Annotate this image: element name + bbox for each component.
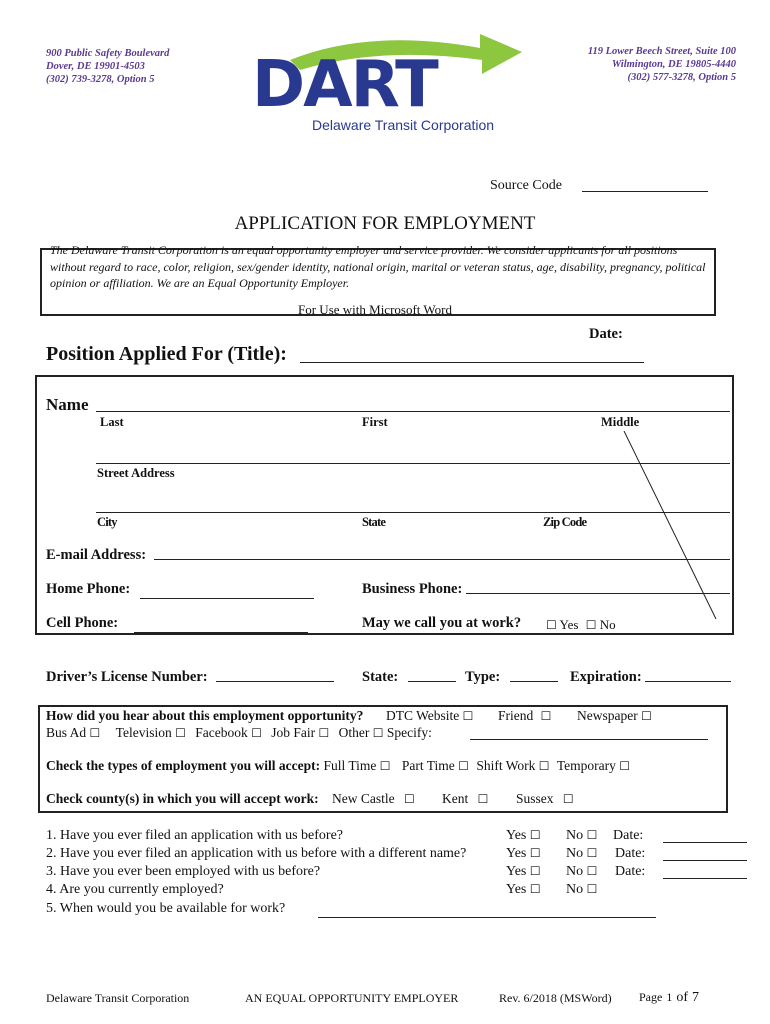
yes-checkbox[interactable]: ☐ — [529, 864, 541, 878]
referral-checkbox[interactable]: ☐ — [540, 709, 552, 723]
employment-checkbox[interactable]: ☐ — [379, 759, 391, 773]
question-number: 2. — [46, 846, 57, 861]
email-field[interactable] — [154, 559, 730, 560]
license-state-field[interactable] — [408, 681, 456, 682]
employment-option-label: Full Time — [323, 758, 377, 773]
yes-label: Yes — [506, 882, 527, 897]
availability-field[interactable] — [318, 917, 656, 918]
street-address-field[interactable] — [96, 463, 730, 464]
address-line: Wilmington, DE 19805-4440 — [611, 59, 736, 70]
home-phone-field[interactable] — [140, 598, 314, 599]
referral-option-dtc[interactable] — [386, 708, 473, 724]
no-label: No — [566, 864, 584, 879]
license-type-label: Type: — [465, 669, 501, 685]
yes-label: Yes — [506, 846, 527, 861]
question-number: 5. — [46, 901, 57, 916]
referral-option-label: Facebook — [195, 725, 248, 740]
footer-of-word: of — [676, 990, 688, 1005]
call-no-label: No — [599, 617, 616, 632]
referral-checkbox[interactable]: ☐ — [318, 726, 330, 740]
question-number: 4. — [46, 882, 57, 897]
question-4 — [46, 882, 224, 898]
call-at-work-label: May we call you at work? — [362, 615, 522, 631]
county-checkbox[interactable]: ☐ — [477, 792, 489, 806]
county-option-label: Sussex — [516, 791, 554, 806]
footer-revision: Rev. 6/2018 (MSWord) — [499, 991, 612, 1005]
q1-no[interactable] — [566, 828, 597, 844]
street-address-label: Street Address — [97, 466, 175, 480]
question-5 — [46, 901, 285, 917]
no-checkbox[interactable]: ☐ — [586, 846, 598, 860]
referral-checkbox[interactable]: ☐ — [641, 709, 652, 723]
referral-option-label: Friend — [498, 708, 534, 723]
business-phone-label: Business Phone: — [362, 581, 463, 597]
referral-option-facebook[interactable] — [195, 725, 262, 740]
question-1 — [46, 828, 343, 844]
referral-option-label: Job Fair — [271, 725, 316, 740]
q3-yes[interactable] — [506, 864, 541, 880]
position-field[interactable] — [300, 362, 644, 363]
employment-types-label: Check the types of employment you will accept: — [46, 758, 321, 773]
county-option-sussex[interactable] — [516, 791, 574, 807]
question-number: 1. — [46, 828, 57, 843]
hidden-word-note-text: For Use with Microsoft Word — [298, 302, 452, 317]
yes-checkbox[interactable]: ☐ — [529, 882, 541, 896]
license-number-field[interactable] — [216, 681, 334, 682]
page-title: APPLICATION FOR EMPLOYMENT — [234, 213, 536, 234]
dart-logo-graphic — [250, 26, 530, 136]
no-label: No — [566, 828, 584, 843]
referral-checkbox[interactable]: ☐ — [372, 726, 384, 740]
q1-date-field[interactable] — [663, 842, 747, 843]
referral-option-label: Newspaper — [577, 708, 638, 723]
county-option-newcastle[interactable] — [332, 791, 415, 807]
referral-checkbox[interactable]: ☐ — [462, 709, 474, 723]
name-label: Name — [46, 395, 89, 414]
question-3 — [46, 864, 320, 880]
referral-checkbox[interactable]: ☐ — [175, 726, 186, 740]
county-option-kent[interactable] — [442, 791, 488, 807]
q1-date-label: Date: — [613, 828, 644, 843]
middle-name-label: Middle — [601, 415, 640, 429]
county-option-label: Kent — [442, 791, 469, 806]
counties-label: Check county(s) in which you will accept work: — [46, 791, 319, 806]
yes-label: Yes — [506, 828, 527, 843]
q2-no[interactable] — [566, 846, 597, 862]
question-text: Are you currently employed? — [59, 882, 224, 897]
footer-page-number — [639, 988, 699, 1006]
referral-checkbox[interactable]: ☐ — [89, 726, 101, 740]
referral-option-friend[interactable] — [498, 708, 551, 724]
employment-option-parttime[interactable] — [402, 758, 469, 773]
referral-row-2 — [46, 725, 432, 741]
no-label: No — [566, 882, 584, 897]
city-label: City — [97, 515, 117, 529]
footer-page-total: 7 — [692, 990, 699, 1005]
license-type-field[interactable] — [510, 681, 558, 682]
city-state-zip-field[interactable] — [96, 512, 730, 513]
yes-checkbox[interactable]: ☐ — [529, 846, 541, 860]
license-expiration-field[interactable] — [645, 681, 731, 682]
no-checkbox[interactable]: ☐ — [586, 864, 598, 878]
business-phone-field[interactable] — [466, 593, 730, 594]
q3-date-field[interactable] — [663, 878, 747, 879]
address-line: (302) 739-3278, Option 5 — [46, 74, 155, 85]
call-yes-label: Yes — [559, 617, 579, 632]
employment-option-label: Part Time — [401, 758, 455, 773]
name-field[interactable] — [96, 411, 730, 412]
counties-row — [46, 791, 319, 807]
license-number-label: Driver’s License Number: — [46, 669, 208, 685]
date-label: Date: — [589, 326, 623, 342]
address-line: Dover, DE 19901-4503 — [46, 61, 145, 72]
yes-label: Yes — [506, 864, 527, 879]
referral-option-other[interactable] — [339, 725, 384, 740]
referral-option-label: Television — [115, 725, 172, 740]
employment-option-temporary[interactable] — [557, 758, 630, 773]
address-line: 119 Lower Beech Street, Suite 100 — [587, 46, 736, 57]
home-phone-label: Home Phone: — [46, 581, 131, 597]
referral-checkbox[interactable]: ☐ — [251, 726, 262, 740]
source-code-label: Source Code — [490, 178, 562, 193]
zip-code-label: Zip Code — [543, 515, 587, 529]
no-checkbox[interactable]: ☐ — [586, 882, 598, 896]
question-text: When would you be available for work? — [59, 901, 286, 916]
q3-no[interactable] — [566, 864, 597, 880]
logo-letters: DART — [252, 48, 437, 122]
question-2 — [46, 846, 466, 862]
hidden-word-note — [298, 302, 452, 321]
question-text: Have you ever filed an application with us before? — [60, 828, 344, 843]
employment-option-label: Temporary — [556, 758, 616, 773]
footer-eoe: AN EQUAL OPPORTUNITY EMPLOYER — [245, 991, 459, 1005]
first-name-label: First — [362, 415, 388, 429]
position-label: Position Applied For (Title): — [46, 343, 287, 365]
q2-yes[interactable] — [506, 846, 541, 862]
employment-option-shiftwork[interactable] — [476, 758, 549, 773]
referral-option-label: DTC Website — [386, 708, 460, 723]
cell-phone-field[interactable] — [134, 632, 308, 633]
referral-option-label: Bus Ad — [46, 725, 87, 740]
q4-no[interactable] — [566, 882, 597, 898]
employment-checkbox[interactable]: ☐ — [619, 759, 631, 773]
license-state-label: State: — [362, 669, 399, 685]
left-address — [46, 47, 169, 86]
eeo-statement: The Delaware Transit Corporation is an equal opportunity employer and service provider. We consider applicants for all positions without regard to race, color, religion, sex/gender identity, national origin, marital or veteran status, age, disability, pregnancy, political opinion or affiliation. We are an Equal Opportunity Employer. — [50, 243, 706, 290]
question-number: 3. — [46, 864, 57, 879]
address-line: (302) 577-3278, Option 5 — [627, 72, 736, 83]
employment-option-fulltime[interactable] — [323, 758, 390, 773]
referral-option-jobfair[interactable] — [271, 725, 329, 740]
license-expiration-label: Expiration: — [570, 669, 642, 685]
email-label: E-mail Address: — [46, 547, 147, 563]
county-option-label: New Castle — [332, 791, 395, 806]
county-checkbox[interactable]: ☐ — [403, 792, 415, 806]
question-text: Have you ever been employed with us before? — [60, 864, 321, 879]
referral-option-television[interactable] — [116, 725, 186, 740]
right-address — [588, 45, 736, 84]
footer-org: Delaware Transit Corporation — [46, 991, 190, 1005]
call-yes-checkbox[interactable]: ☐ — [546, 618, 557, 632]
stray-diagonal-line — [610, 425, 720, 625]
referral-option-busad[interactable] — [46, 725, 100, 740]
employment-types-row — [46, 758, 630, 774]
specify-field[interactable] — [470, 739, 708, 740]
cell-phone-label: Cell Phone: — [46, 615, 119, 631]
footer-page-current: 1 — [666, 990, 673, 1004]
no-checkbox[interactable]: ☐ — [586, 828, 598, 842]
call-no-checkbox[interactable]: ☐ — [585, 618, 597, 632]
employment-checkbox[interactable]: ☐ — [538, 759, 550, 773]
specify-label: Specify: — [386, 725, 432, 740]
dart-logo — [250, 26, 530, 136]
referral-option-label: Other — [338, 725, 370, 740]
employment-checkbox[interactable]: ☐ — [458, 759, 469, 773]
q3-date-label: Date: — [615, 864, 646, 879]
state-label: State — [362, 515, 386, 529]
referral-row-1 — [46, 708, 363, 724]
q2-date-field[interactable] — [663, 860, 747, 861]
referral-option-newspaper[interactable] — [577, 708, 652, 724]
q2-date-label: Date: — [615, 846, 646, 861]
call-at-work-options — [546, 617, 616, 633]
logo-subtitle: Delaware Transit Corporation — [312, 117, 495, 133]
employment-option-label: Shift Work — [476, 758, 536, 773]
source-code-field[interactable] — [582, 191, 708, 192]
question-text: Have you ever filed an application with us before with a different name? — [60, 846, 467, 861]
q1-yes[interactable] — [506, 828, 541, 844]
last-name-label: Last — [100, 415, 124, 429]
q4-yes[interactable] — [506, 882, 541, 898]
address-line: 900 Public Safety Boulevard — [46, 48, 170, 59]
no-label: No — [566, 846, 584, 861]
county-checkbox[interactable]: ☐ — [562, 792, 574, 806]
referral-question: How did you hear about this employment opportunity? — [46, 708, 364, 723]
footer-page-word: Page — [639, 990, 663, 1004]
yes-checkbox[interactable]: ☐ — [529, 828, 541, 842]
